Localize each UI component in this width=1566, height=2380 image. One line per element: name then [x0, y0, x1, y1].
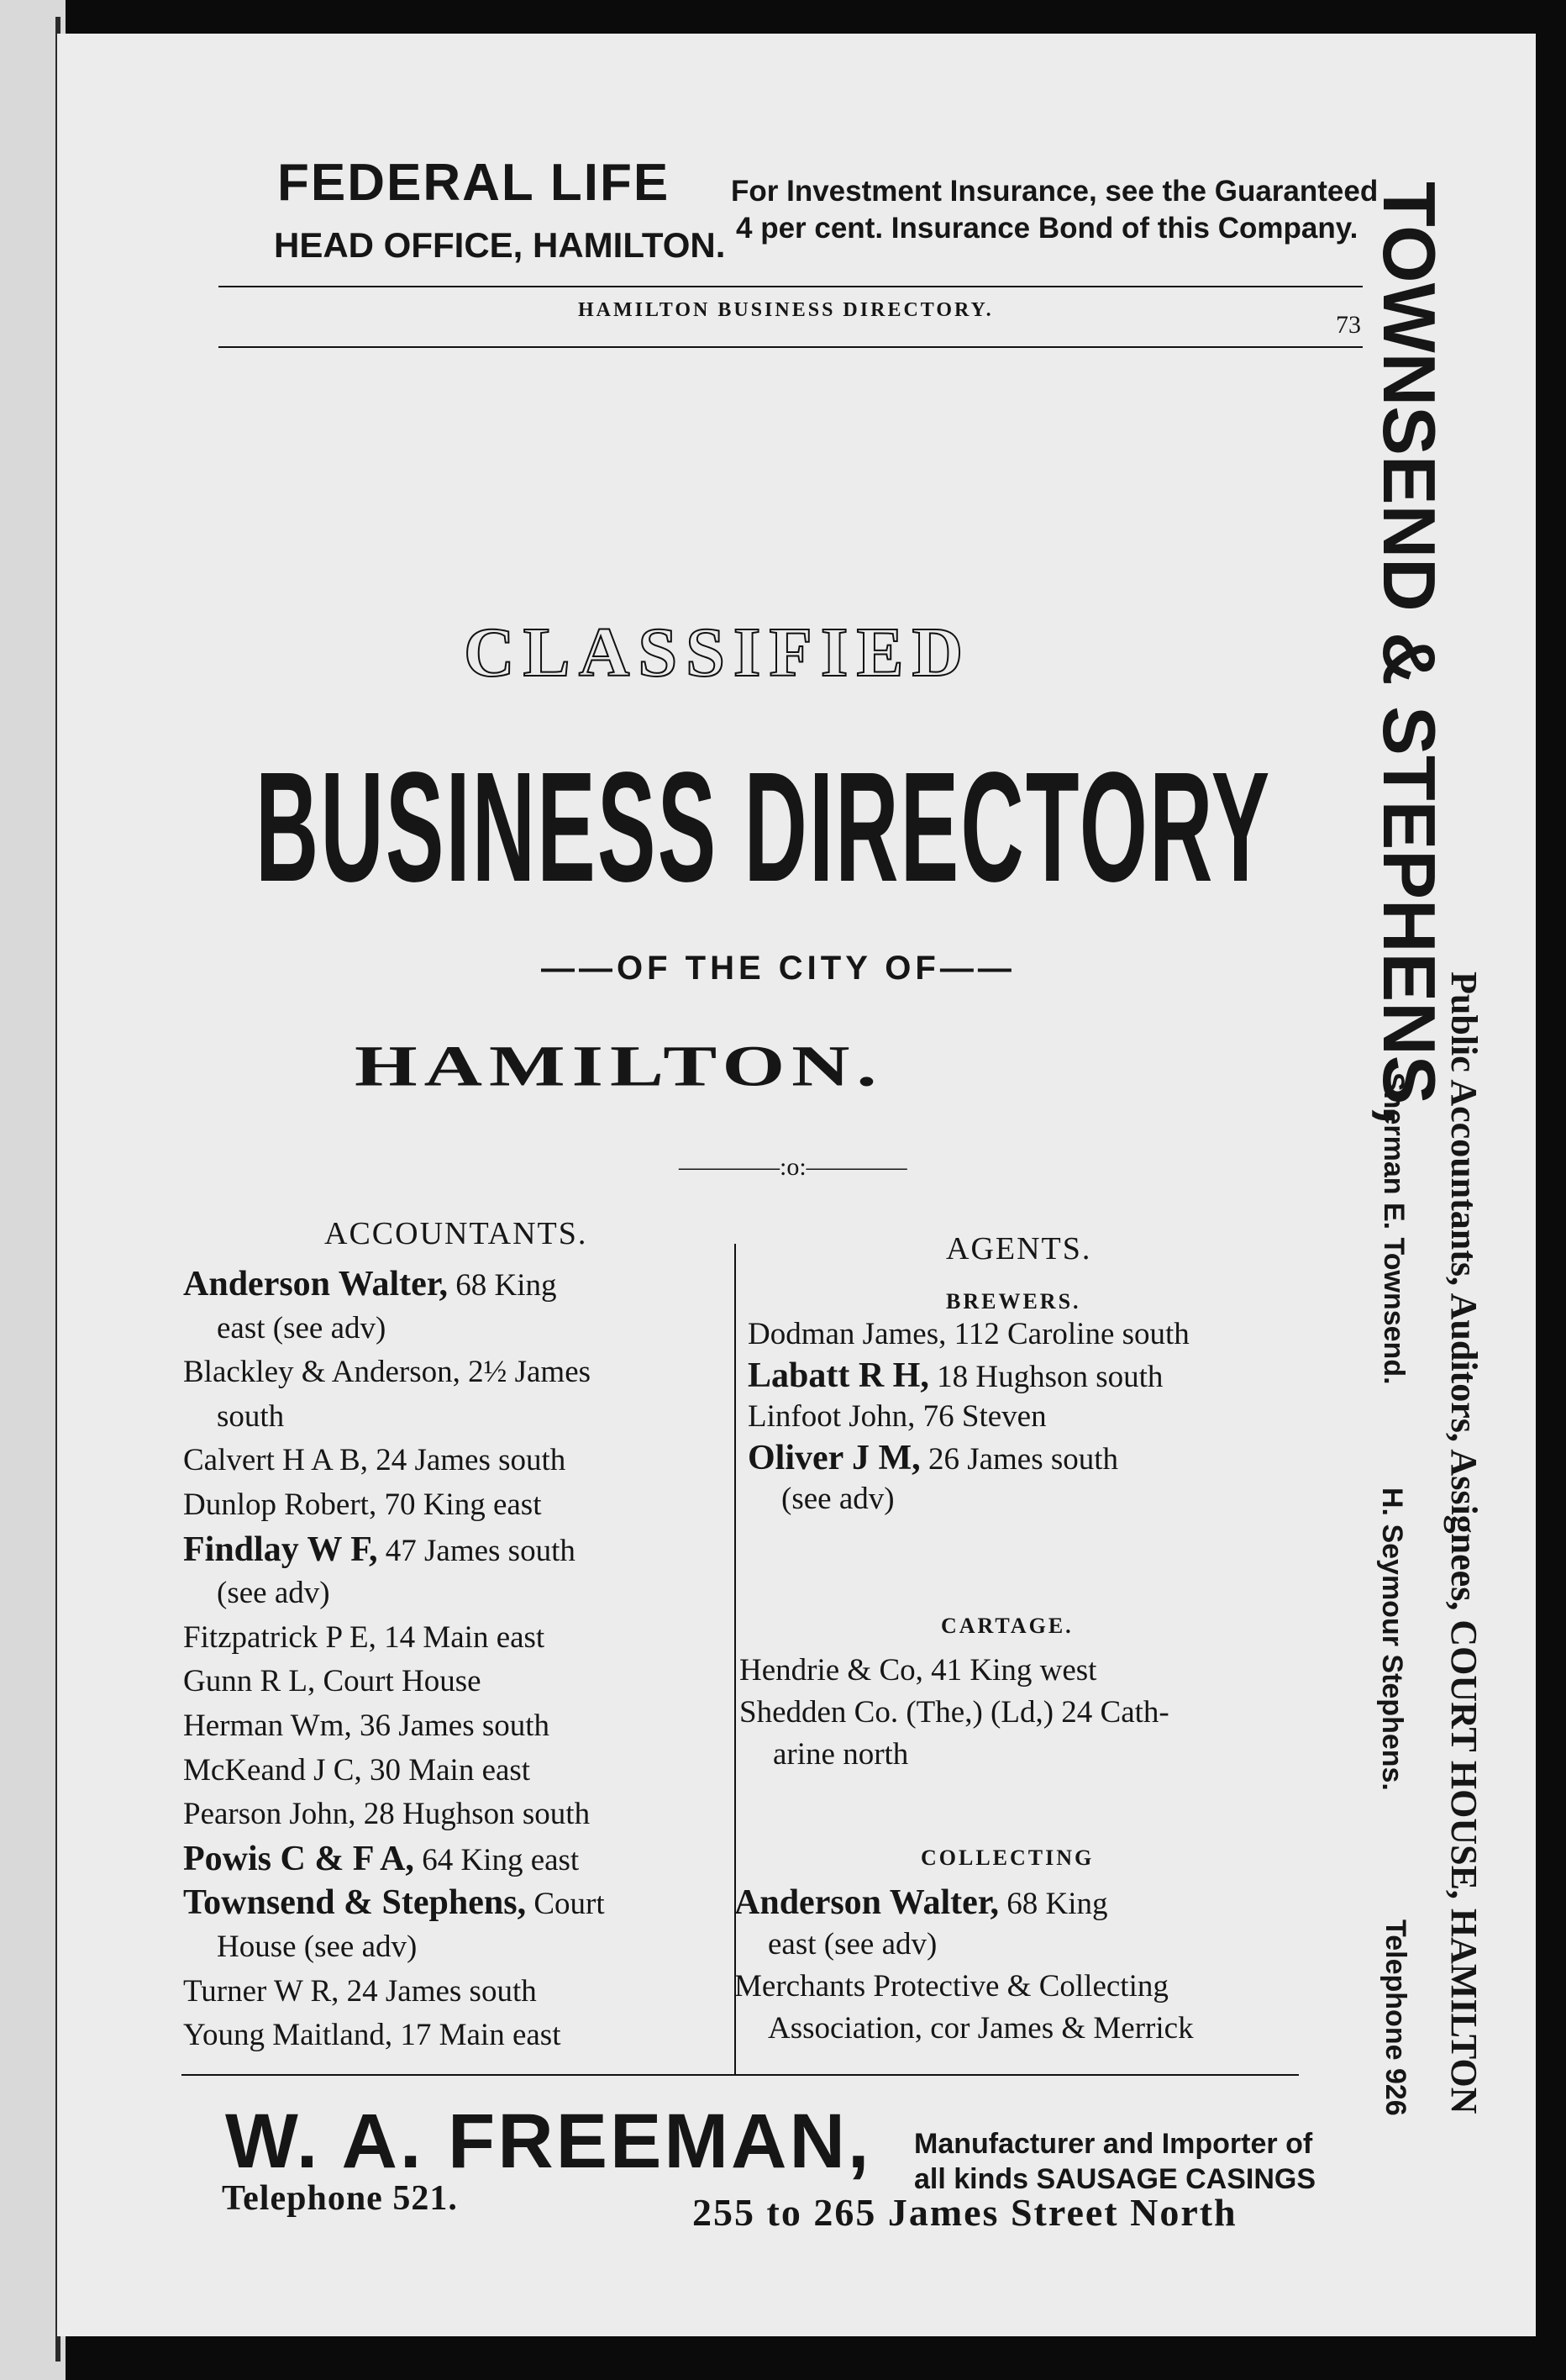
entry-details: arine north: [773, 1737, 909, 1772]
footer-ad-desc1: Manufacturer and Importer of: [914, 2128, 1313, 2160]
agents-heading: AGENTS.: [946, 1231, 1092, 1266]
entry-details: Fitzpatrick P E, 14 Main east: [183, 1619, 545, 1655]
directory-entry: [768, 2009, 1194, 2049]
header-ad-line1: For Investment Insurance, see the Guaranteed: [731, 175, 1379, 208]
side-ad-services: Public Accountants, Auditors, Assignees, COURT HOUSE, HAMILTON: [1443, 971, 1485, 2114]
side-ad-partner1: Sherman E. Townsend.: [1378, 1072, 1410, 1385]
entry-details: Young Maitland, 17 Main east: [183, 2018, 561, 2053]
entry-details: (see adv): [781, 1482, 895, 1516]
entry-details: south: [217, 1398, 285, 1434]
collecting-heading: COLLECTING: [921, 1846, 1095, 1870]
entry-name: Labatt R H,: [748, 1356, 929, 1395]
directory-entry: [748, 1314, 1190, 1355]
directory-entry: [734, 1882, 1108, 1925]
directory-entry: [217, 1573, 330, 1614]
entry-details: Calvert H A B, 24 James south: [183, 1443, 566, 1478]
header-ad-line2: 4 per cent. Insurance Bond of this Company.: [736, 212, 1358, 245]
entry-details: Dunlop Robert, 70 King east: [183, 1488, 542, 1522]
side-ad-firm: TOWNSEND & STEPHENS,: [1368, 182, 1451, 1125]
entry-name: Anderson Walter,: [183, 1265, 449, 1303]
title-classified: CLASSIFIED: [464, 613, 972, 692]
entry-details: McKeand J C, 30 Main east: [183, 1752, 531, 1788]
entry-details: Blackley & Anderson, 2½ James: [183, 1355, 591, 1390]
cartage-heading: CARTAGE.: [941, 1614, 1074, 1638]
directory-entry: [739, 1693, 1169, 1733]
entry-details: 68 King: [455, 1268, 557, 1303]
column-divider: [734, 1244, 736, 2076]
directory-entry: [217, 1308, 386, 1349]
directory-entry: [748, 1438, 1118, 1480]
side-ad-partner2: H. Seymour Stephens.: [1376, 1488, 1408, 1791]
entry-details: Dodman James, 112 Caroline south: [748, 1317, 1190, 1351]
directory-entry: [183, 1661, 481, 1702]
accountants-heading: ACCOUNTANTS.: [324, 1216, 588, 1251]
entry-name: Oliver J M,: [748, 1439, 921, 1477]
footer-ad-description: [914, 2126, 1316, 2197]
header-rule-bottom: [218, 346, 1363, 348]
footer-ad-company: W. A. FREEMAN,: [225, 2098, 872, 2184]
entry-details: (see adv): [217, 1576, 330, 1611]
directory-entry: [183, 1264, 557, 1306]
directory-entry: [183, 1794, 590, 1835]
entry-details: Turner W R, 24 James south: [183, 1973, 537, 2009]
entry-name: Townsend & Stephens,: [183, 1883, 527, 1923]
directory-entry: [183, 1706, 549, 1746]
entry-details: 64 King east: [422, 1842, 580, 1877]
entry-details: 68 King: [1006, 1887, 1108, 1921]
directory-entry: [217, 1927, 417, 1967]
entry-details: Linfoot John, 76 Steven: [748, 1399, 1047, 1434]
entry-details: Association, cor James & Merrick: [768, 2011, 1194, 2046]
header-ad-company: FEDERAL LIFE: [277, 154, 670, 212]
entry-details: Gunn R L, Court House: [183, 1664, 481, 1699]
title-business-directory: BUSINESS DIRECTORY: [255, 740, 1272, 914]
entry-details: east (see adv): [768, 1927, 938, 1961]
directory-entry: [748, 1397, 1047, 1437]
directory-entry: [217, 1397, 284, 1437]
directory-entry: [183, 1618, 544, 1658]
title-of-the-city-of: ——OF THE CITY OF——: [541, 950, 1016, 987]
directory-entry: [183, 1485, 541, 1525]
entry-details: Pearson John, 28 Hughson south: [183, 1797, 591, 1832]
entry-name: Findlay W F,: [183, 1530, 378, 1569]
entry-details: House (see adv): [217, 1930, 418, 1964]
entry-details: 47 James south: [385, 1533, 575, 1568]
directory-entry: [183, 1882, 605, 1925]
entry-details: east (see adv): [217, 1310, 386, 1345]
footer-ad-desc2: all kinds SAUSAGE CASINGS: [914, 2163, 1316, 2195]
directory-entry: [183, 1440, 565, 1481]
directory-entry: [781, 1479, 895, 1519]
entry-details: Shedden Co. (The,) (Ld,) 24 Cath-: [739, 1695, 1169, 1730]
previous-page-edge: [0, 0, 66, 2380]
entry-name: Powis C & F A,: [183, 1839, 414, 1878]
directory-entry: [183, 1972, 537, 2012]
header-ad-head-office: HEAD OFFICE, HAMILTON.: [274, 225, 726, 265]
header-rule-top: [218, 286, 1363, 287]
header-ad-text: [731, 173, 1386, 247]
directory-entry: [748, 1356, 1163, 1398]
directory-entry: [734, 1967, 1169, 2007]
directory-entry: [773, 1735, 908, 1775]
running-head: HAMILTON BUSINESS DIRECTORY.: [578, 299, 994, 321]
directory-entry: [183, 1751, 530, 1791]
entry-details: Hendrie & Co, 41 King west: [739, 1653, 1097, 1688]
entry-details: 18 Hughson south: [937, 1360, 1164, 1394]
directory-entry: [183, 1839, 579, 1881]
directory-entry: [739, 1651, 1096, 1691]
title-ornament: ————:o:————: [679, 1153, 907, 1181]
directory-entry: [768, 1925, 937, 1965]
entry-details: Herman Wm, 36 James south: [183, 1709, 550, 1743]
entry-details: Court: [533, 1887, 605, 1922]
footer-ad-telephone: Telephone 521.: [222, 2179, 458, 2218]
entry-name: Anderson Walter,: [734, 1883, 1000, 1922]
footer-rule: [181, 2074, 1299, 2076]
footer-ad-address: 255 to 265 James Street North: [692, 2191, 1238, 2234]
brewers-heading: BREWERS.: [946, 1289, 1081, 1314]
directory-entry: [183, 1352, 591, 1393]
entry-details: 26 James south: [928, 1442, 1119, 1477]
side-ad-telephone: Telephone 926: [1379, 1919, 1411, 2116]
page-number: 73: [1336, 311, 1361, 339]
directory-entry: [183, 1530, 575, 1572]
directory-entry: [183, 2015, 560, 2056]
title-hamilton: HAMILTON.: [355, 1033, 884, 1098]
entry-details: Merchants Protective & Collecting: [734, 1969, 1169, 2004]
